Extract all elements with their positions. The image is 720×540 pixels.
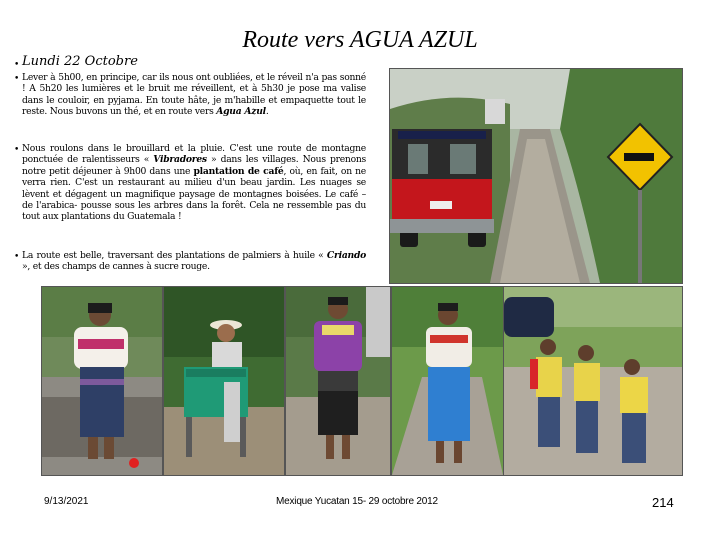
page-number: 214	[652, 495, 674, 510]
photo-man-green-cart	[163, 286, 285, 476]
bullet-dot: •	[14, 252, 20, 262]
photo-red-truck-road-sign	[389, 68, 683, 284]
paragraph-text-run: Lever à 5h00, en principe, car ils nous ont oubliées, et le réveil n'a pas sonné ! A 5h20 les lumières et le bruit me réveillent, et à 5h30 je pose ma valise dans le couloir, en pyjama. En toute hâte, je m'habille et empaquette tout le reste. Nous buvons un thé, et en route vers	[22, 72, 366, 118]
paragraph-text-run: Vibradores	[153, 154, 207, 166]
paragraph-text-run: La route est belle, traversant des plantations de palmiers à huile «	[22, 250, 327, 261]
bullet-dot: •	[14, 145, 20, 155]
paragraph-3	[22, 250, 366, 273]
footer-caption: Mexique Yucatan 15- 29 octobre 2012	[276, 496, 438, 507]
paragraph-text-run: .	[265, 106, 269, 118]
paragraph-text-run: » dans les villages. Nous prenons notre petit déjeuner à 9h00 dans une	[22, 154, 367, 177]
day-heading: Lundi 22 Octobre	[22, 54, 138, 69]
photo-woman-blue-skirt	[391, 286, 504, 476]
paragraph-text-run: », et des champs de cannes à sucre rouge.	[22, 261, 210, 273]
slide-title: Route vers AGUA AZUL	[242, 27, 478, 53]
photo-woman-seated-wall	[41, 286, 163, 476]
paragraph-text-run: Agua Azul	[216, 106, 266, 118]
bullet-dot: •	[14, 60, 20, 70]
paragraph-text-run: plantation de café	[193, 165, 284, 177]
paragraph-2	[22, 143, 366, 223]
paragraph-text-run: , où, en fait, on ne verra rien. C'est un restaurant au milieu d'un beau jardin. Les nuages se lèvent et dégagent un magnifique paysage de montagnes boisées. Le café – de l'arabica- pousse sous les arbres dans la forêt. Cela ne ressemble pas du tout aux plantations du Guatemala !	[22, 165, 366, 223]
photo-girls-yellow-shirts	[503, 286, 683, 476]
paragraph-1	[22, 72, 366, 118]
paragraph-text-run: Nous roulons dans le brouillard et la pluie. C'est une route de montagne ponctuée de ralentisseurs «	[22, 143, 366, 166]
photo-woman-purple-blouse	[285, 286, 391, 476]
footer-date: 9/13/2021	[44, 496, 89, 507]
bullet-dot: •	[14, 74, 20, 84]
paragraph-text-run: Criando	[326, 250, 366, 261]
